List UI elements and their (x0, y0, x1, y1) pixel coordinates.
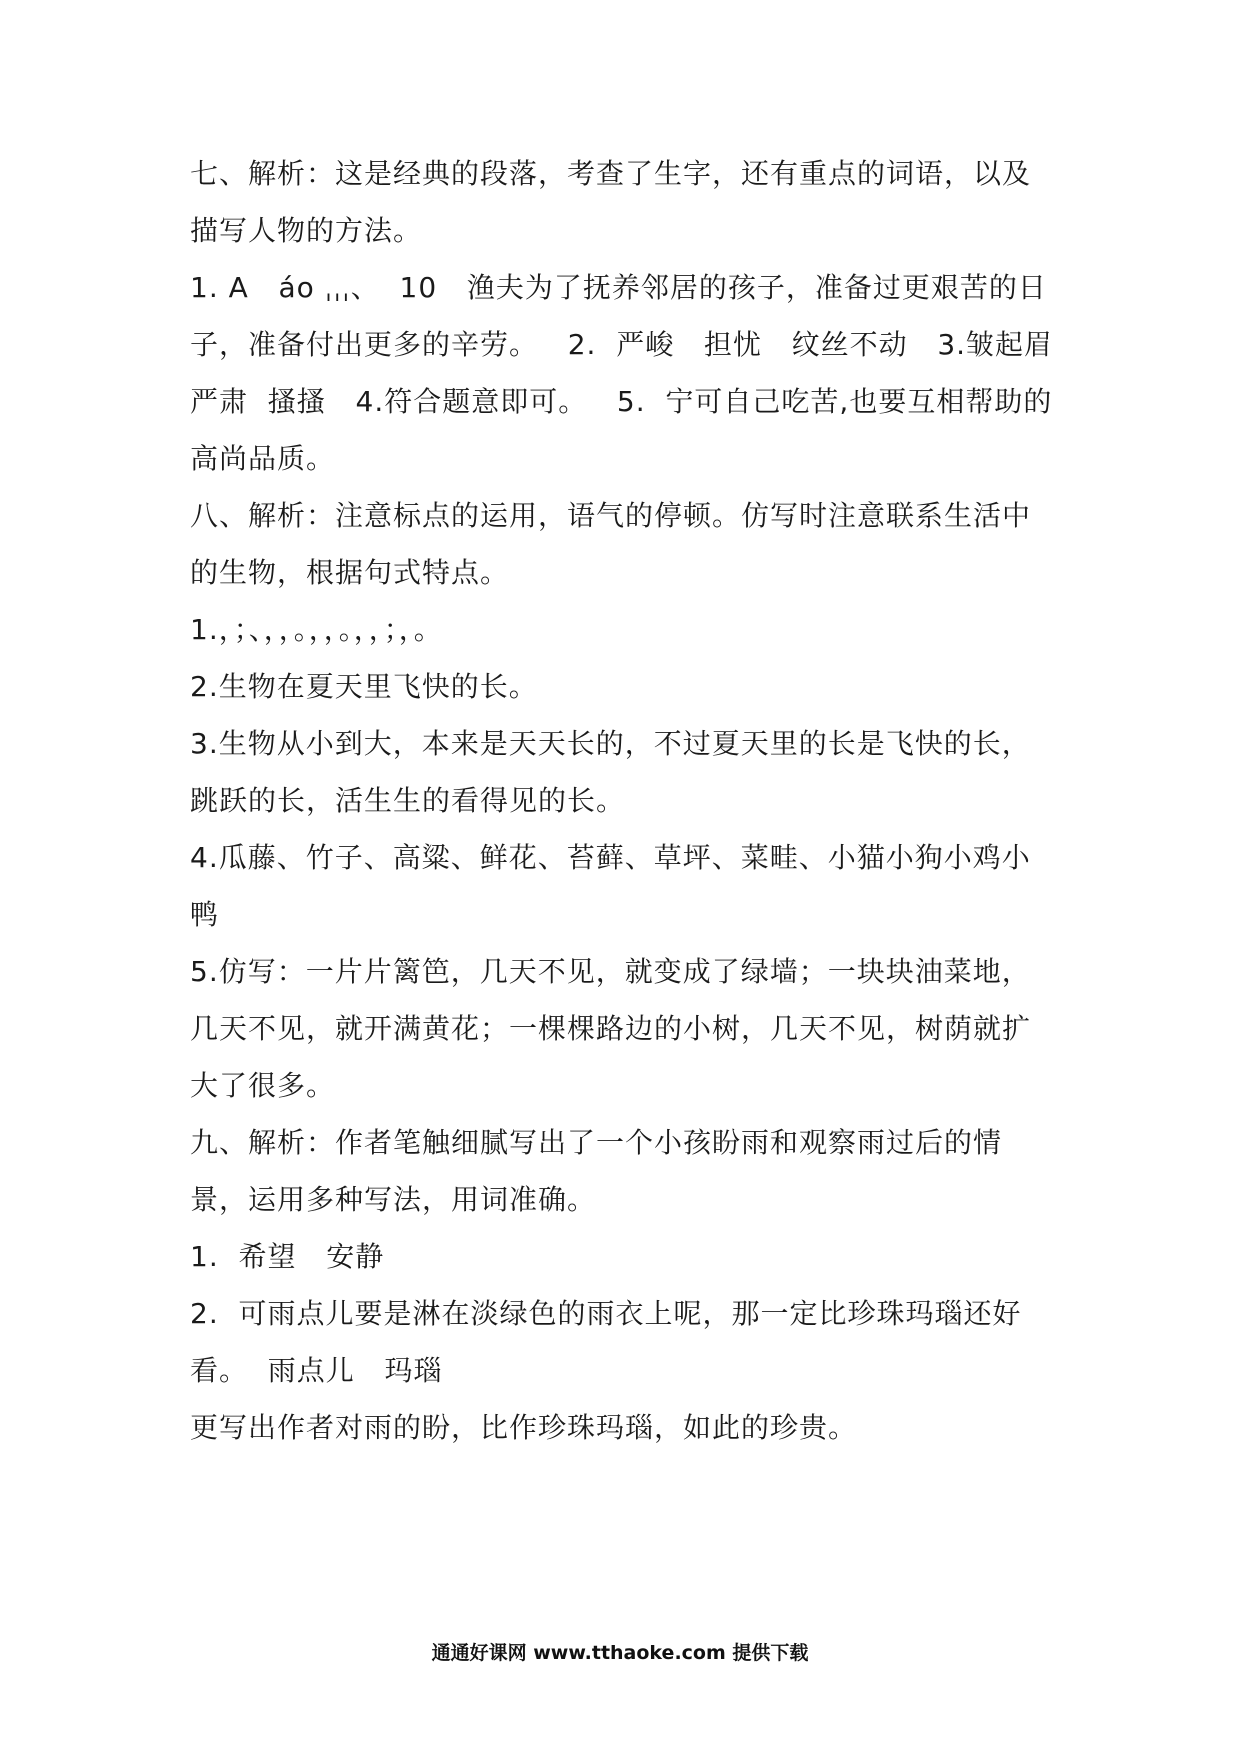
text-line: 看。 雨点儿 玛瑙 (190, 1354, 443, 1387)
text-line: 5.仿写：一片片篱笆，几天不见，就变成了绿墙；一块块油菜地， (190, 955, 1031, 988)
text-line: 1.，；、，，。，，。，，；，。 (190, 613, 443, 646)
text-line: 跳跃的长，活生生的看得见的长。 (190, 784, 626, 817)
text-line: 2.生物在夏天里飞快的长。 (190, 670, 538, 703)
text-line: 3.生物从小到大，本来是天天长的，不过夏天里的长是飞快的长， (190, 727, 1031, 760)
text-line: 高尚品质。 (190, 442, 336, 475)
text-line: 七、解析：这是经典的段落，考查了生字，还有重点的词语，以及 (190, 157, 1032, 190)
text-line: 描写人物的方法。 (190, 214, 423, 247)
text-line: 大了很多。 (190, 1069, 336, 1102)
text-line: 八、解析：注意标点的运用，语气的停顿。仿写时注意联系生活中 (190, 499, 1032, 532)
text-line: 景，运用多种写法，用词准确。 (190, 1183, 597, 1216)
text-line: 鸭 (190, 898, 220, 931)
answer-content (190, 145, 1070, 1456)
text-line: 严肃 搔搔 4.符合题意即可。 5. 宁可自己吃苦,也要互相帮助的 (190, 385, 1053, 418)
text-line: 1. A áo ˌˌˌ、 10 渔夫为了抚养邻居的孩子，准备过更艰苦的日 (190, 271, 1047, 304)
text-line: 4.瓜藤、竹子、高粱、鲜花、苔藓、草坪、菜畦、小猫小狗小鸡小 (190, 841, 1031, 874)
text-line: 1. 希望 安静 (190, 1240, 385, 1273)
text-line: 九、解析：作者笔触细腻写出了一个小孩盼雨和观察雨过后的情 (190, 1126, 1003, 1159)
text-line: 的生物，根据句式特点。 (190, 556, 510, 589)
text-line: 2. 可雨点儿要是淋在淡绿色的雨衣上呢，那一定比珍珠玛瑙还好 (190, 1297, 1022, 1330)
page-footer: 通通好课网 www.tthaoke.com 提供下载 (431, 1642, 809, 1664)
text-line: 子，准备付出更多的辛劳。 2. 严峻 担忧 纹丝不动 3.皱起眉 (190, 328, 1054, 361)
text-line: 更写出作者对雨的盼，比作珍珠玛瑙，如此的珍贵。 (190, 1411, 858, 1444)
text-line: 几天不见，就开满黄花；一棵棵路边的小树，几天不见，树荫就扩 (190, 1012, 1032, 1045)
